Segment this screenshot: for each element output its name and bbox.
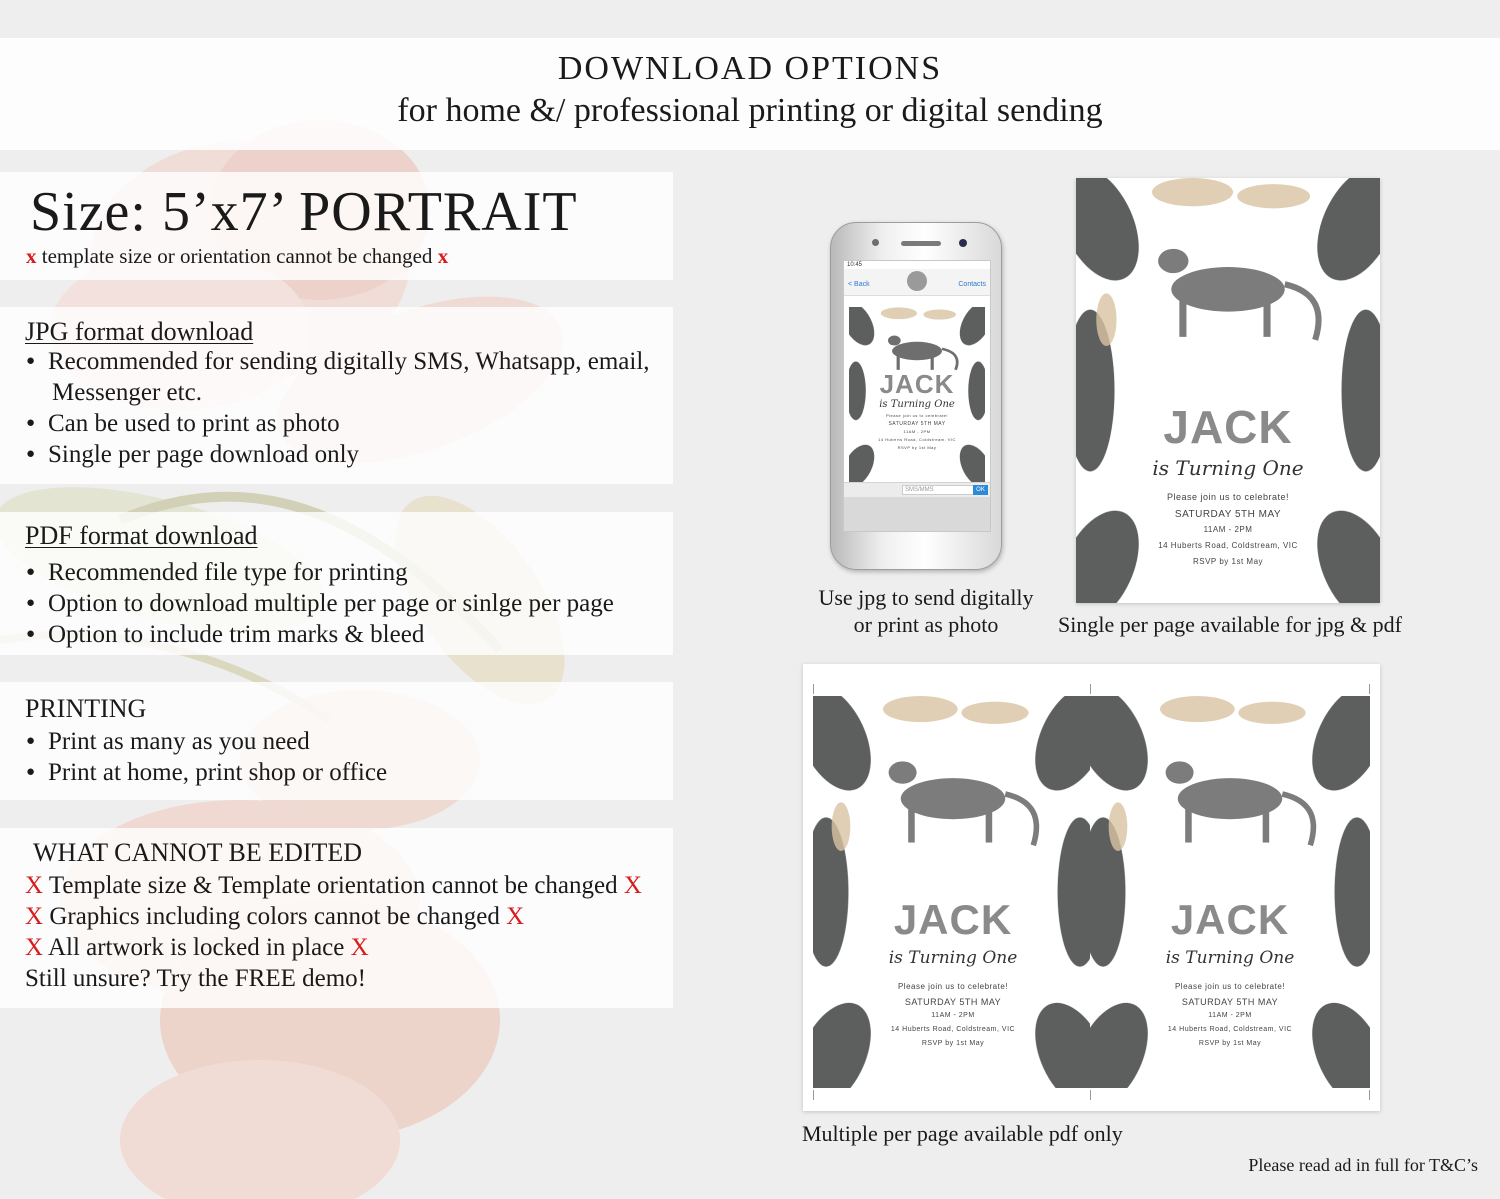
sensor-icon (959, 239, 967, 247)
pdf-panel (0, 512, 673, 655)
size-title: Size: 5’x7’ PORTRAIT (30, 181, 578, 243)
invite-name: JACK (1170, 896, 1290, 943)
phone-screen (843, 260, 991, 532)
back-link: < Back (848, 281, 870, 288)
invite-rsvp: RSVP by 1st May (1192, 557, 1264, 566)
header-panel (0, 38, 1500, 150)
page-title: DOWNLOAD OPTIONS (557, 50, 943, 87)
invite-name: JACK (1163, 401, 1293, 453)
phone-nav-bar (844, 497, 990, 531)
list-item-continuation: Messenger etc. (52, 379, 202, 406)
sms-input: SMS/MMS (902, 485, 974, 495)
pdf-bullet-list (25, 557, 614, 650)
invite-time: 11AM - 2PM (931, 1012, 975, 1019)
list-item: ● Can be used to print as photo (25, 408, 650, 439)
invite-card-single (1076, 178, 1380, 603)
invite-time: 11AM - 2PM (903, 429, 931, 434)
speaker-icon (901, 241, 941, 246)
phone-mockup (830, 222, 1002, 570)
avatar (907, 271, 927, 291)
invite-address: 14 Huberts Road, Coldstream, VIC (1167, 1026, 1293, 1033)
red-x-icon: x (26, 244, 37, 268)
size-note-text: template size or orientation cannot be changed (41, 244, 433, 268)
printing-title: PRINTING (25, 694, 147, 723)
invite-script-line: is Turning One (1165, 948, 1295, 968)
trim-mark (1090, 1090, 1091, 1100)
invite-date: SATURDAY 5TH MAY (1174, 509, 1282, 520)
page-subtitle: for home &/ professional printing or digital sending (397, 92, 1103, 129)
list-item: ● Print as many as you need (25, 726, 387, 757)
printing-bullet-list (25, 726, 387, 788)
invite-line: Please join us to celebrate! (1174, 982, 1286, 991)
invite-time: 11AM - 2PM (1203, 525, 1253, 534)
size-panel (0, 172, 673, 280)
demo-line: Still unsure? Try the FREE demo! (25, 965, 366, 992)
list-item: ● Recommended for sending digitally SMS, Whatsapp, email, Messenger etc. (25, 346, 650, 408)
multiple-caption: Multiple per page available pdf only (802, 1121, 1123, 1146)
red-x-icon: X (25, 872, 44, 899)
list-item: ● Recommended file type for printing (25, 557, 614, 588)
invite-rsvp: RSVP by 1st May (1198, 1040, 1262, 1047)
list-item: ● Option to include trim marks & bleed (25, 619, 614, 650)
trim-mark (813, 684, 814, 694)
invite-card-mini (849, 307, 985, 483)
trim-mark (1369, 684, 1370, 694)
invite-date: SATURDAY 5TH MAY (904, 997, 1002, 1007)
invite-name: JACK (893, 896, 1013, 943)
jpg-panel (0, 307, 673, 484)
message-header (844, 269, 990, 296)
trim-mark (1369, 1090, 1370, 1100)
trim-mark (813, 1090, 814, 1100)
red-x-icon: x (437, 244, 449, 268)
invite-line: Please join us to celebrate! (885, 413, 949, 418)
invite-time: 11AM - 2PM (1208, 1012, 1252, 1019)
cannot-edit-list (25, 870, 642, 994)
invite-date: SATURDAY 5TH MAY (888, 421, 946, 427)
invite-address: 14 Huberts Road, Coldstream, VIC (878, 437, 956, 442)
contacts-link: Contacts (958, 281, 986, 288)
invite-name: JACK (879, 369, 955, 399)
list-item: X Template size & Template orientation cannot be changed X (25, 872, 642, 899)
single-caption: Single per page available for jpg & pdf (1058, 612, 1402, 637)
invite-line: Please join us to celebrate! (897, 982, 1009, 991)
list-item: X Graphics including colors cannot be changed X (25, 903, 525, 930)
cannot-edit-panel (0, 828, 673, 1008)
red-x-icon: X (506, 903, 525, 930)
invite-rsvp: RSVP by 1st May (921, 1040, 985, 1047)
footnote: Please read ad in full for T&C’s (1248, 1155, 1478, 1175)
invite-script-line: is Turning One (1152, 456, 1304, 480)
invite-line: Please join us to celebrate! (1166, 492, 1290, 502)
size-note (26, 244, 448, 269)
jpg-bullet-list (25, 346, 650, 470)
invite-script-line: is Turning One (888, 948, 1018, 968)
invite-card-multi-right (1090, 696, 1370, 1088)
invite-address: 14 Huberts Road, Coldstream, VIC (890, 1026, 1016, 1033)
trim-mark (1090, 684, 1091, 694)
red-x-icon: X (25, 903, 44, 930)
list-item: ● Option to download multiple per page or sinlge per page (25, 588, 614, 619)
status-time: 10:45 (847, 262, 863, 268)
red-x-icon: X (350, 934, 369, 961)
invite-address: 14 Huberts Road, Coldstream, VIC (1158, 541, 1298, 550)
compose-bar (844, 482, 990, 497)
list-item: ● Print at home, print shop or office (25, 757, 387, 788)
invite-script-line: is Turning One (879, 399, 955, 410)
list-item: X All artwork is locked in place X (25, 934, 369, 961)
multi-page-sheet (803, 664, 1380, 1111)
cannot-edit-title: WHAT CANNOT BE EDITED (33, 838, 363, 867)
invite-card-multi-left (813, 696, 1093, 1088)
invite-date: SATURDAY 5TH MAY (1181, 997, 1279, 1007)
list-item: ● Single per page download only (25, 439, 650, 470)
red-x-icon: X (623, 872, 642, 899)
red-x-icon: X (25, 934, 44, 961)
camera-icon (872, 239, 879, 246)
printing-panel (0, 682, 673, 800)
jpg-title: JPG format download (25, 317, 254, 346)
invite-rsvp: RSVP by 1st May (897, 445, 937, 450)
leaf-border-art (1076, 178, 1380, 603)
send-button: OK (973, 485, 988, 495)
phone-caption: Use jpg to send digitally or print as photo (818, 585, 1034, 637)
pdf-title: PDF format download (25, 521, 258, 550)
